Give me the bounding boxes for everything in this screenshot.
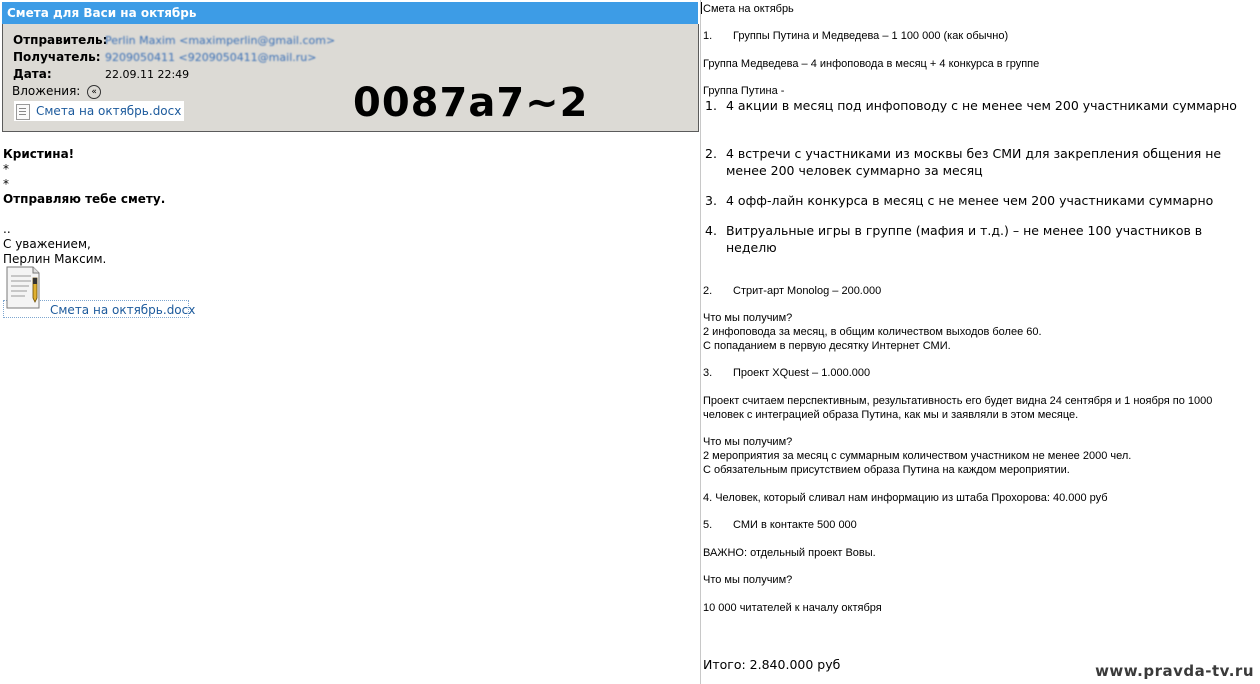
item-5-text: СМИ в контакте 500 000 bbox=[733, 519, 857, 531]
sender-value[interactable]: Perlin Maxim <maximperlin@gmail.com> bbox=[105, 34, 336, 47]
item-2-number: 2. bbox=[703, 285, 713, 297]
item-2-answer-1: 2 инфоповода за месяц, в общим количеством выходов более 60. bbox=[703, 326, 1042, 338]
putin-group-line: Группа Путина - bbox=[703, 85, 785, 97]
sub-item-1-text: 4 акции в месяц под инфоповоду с не менее чем 200 участниками суммарно bbox=[726, 98, 1237, 113]
item-3 bbox=[703, 366, 870, 380]
item-3-paragraph-2: человек с интеграцией образа Путина, как мы и заявляли в этом месяце. bbox=[703, 409, 1079, 421]
dots-line: .. bbox=[3, 222, 11, 236]
item-2-answer-2: С попаданием в первую десятку Интернет СМИ. bbox=[703, 340, 951, 352]
important-note: ВАЖНО: отдельный проект Вовы. bbox=[703, 547, 876, 559]
medvedev-group-line: Группа Медведева – 4 инфоповода в месяц + 4 конкурса в группе bbox=[703, 58, 1040, 70]
attachment-link[interactable] bbox=[14, 101, 184, 121]
sub-item-4-number: 4. bbox=[705, 223, 717, 238]
item-1 bbox=[703, 29, 1008, 43]
attachment-name: Смета на октябрь.docx bbox=[36, 104, 182, 118]
regards-line: С уважением, bbox=[3, 237, 91, 251]
sub-item-3-number: 3. bbox=[705, 193, 717, 208]
expand-attachments-icon[interactable]: « bbox=[87, 85, 101, 99]
text-cursor bbox=[701, 2, 702, 14]
signature-line: Перлин Максим. bbox=[3, 252, 107, 266]
email-header bbox=[2, 24, 699, 132]
attachments-label bbox=[12, 84, 101, 99]
sub-item-2-number: 2. bbox=[705, 146, 717, 161]
document-icon bbox=[16, 104, 30, 120]
date-value: 22.09.11 22:49 bbox=[105, 68, 190, 81]
attachments-label-text: Вложения: bbox=[12, 84, 81, 98]
message-line: Отправляю тебе смету. bbox=[3, 192, 166, 206]
item-2-text: Стрит-арт Monolog – 200.000 bbox=[733, 285, 882, 297]
sub-item-2-text: 4 встречи с участниками из москвы без СМИ для закрепления общения не менее 200 человек суммарно за месяц bbox=[726, 146, 1222, 178]
item-4: 4. Человек, который сливал нам информацию из штаба Прохорова: 40.000 руб bbox=[703, 492, 1108, 504]
document-view[interactable] bbox=[700, 0, 1260, 684]
site-watermark: www.pravda-tv.ru bbox=[1095, 662, 1254, 680]
question-3: Что мы получим? bbox=[703, 574, 793, 586]
overlay-id-text: 0087a7~2 bbox=[353, 80, 589, 126]
email-subject-bar: Смета для Васи на октябрь bbox=[2, 2, 698, 24]
item-5 bbox=[703, 518, 857, 532]
sub-item-3-text: 4 офф-лайн конкурса в месяц с не менее чем 200 участниками суммарно bbox=[726, 193, 1214, 208]
document-with-pen-icon bbox=[3, 264, 45, 312]
email-body bbox=[3, 147, 165, 267]
doc-title: Смета на октябрь bbox=[703, 3, 794, 15]
star-line: * bbox=[3, 162, 9, 176]
sub-item-1-number: 1. bbox=[705, 98, 717, 113]
item-1-text: Группы Путина и Медведева – 1 100 000 (как обычно) bbox=[733, 30, 1009, 42]
recipient-value[interactable]: 9209050411 <9209050411@mail.ru> bbox=[105, 51, 317, 64]
item-3-answer-2: С обязательным присутствием образа Путина на каждом мероприятии. bbox=[703, 464, 1070, 476]
item-2 bbox=[703, 284, 881, 298]
item-3-number: 3. bbox=[703, 367, 713, 379]
item-1-number: 1. bbox=[703, 30, 713, 42]
inline-attachment-name[interactable]: Смета на октябрь.docx bbox=[3, 300, 189, 318]
total-line: Итого: 2.840.000 руб bbox=[703, 657, 841, 672]
date-label: Дата: bbox=[13, 67, 52, 81]
item-5-answer: 10 000 читателей к началу октября bbox=[703, 602, 882, 614]
item-3-paragraph-1: Проект считаем перспективным, результативность его будет видна 24 сентября и 1 ноября по 1000 bbox=[703, 395, 1213, 407]
item-5-number: 5. bbox=[703, 519, 713, 531]
blank-line bbox=[3, 207, 165, 222]
star-line: * bbox=[3, 177, 9, 191]
item-3-text: Проект XQuest – 1.000.000 bbox=[733, 367, 871, 379]
item-3-answer-1: 2 мероприятия за месяц с суммарным количеством участником не менее 2000 чел. bbox=[703, 450, 1132, 462]
recipient-label: Получатель: bbox=[13, 50, 101, 64]
greeting: Кристина! bbox=[3, 147, 75, 161]
question-1: Что мы получим? bbox=[703, 312, 793, 324]
sender-label: Отправитель: bbox=[13, 33, 108, 47]
question-2: Что мы получим? bbox=[703, 436, 793, 448]
sub-item-4-text: Витруальные игры в группе (мафия и т.д.) – не менее 100 участников в неделю bbox=[726, 223, 1203, 255]
